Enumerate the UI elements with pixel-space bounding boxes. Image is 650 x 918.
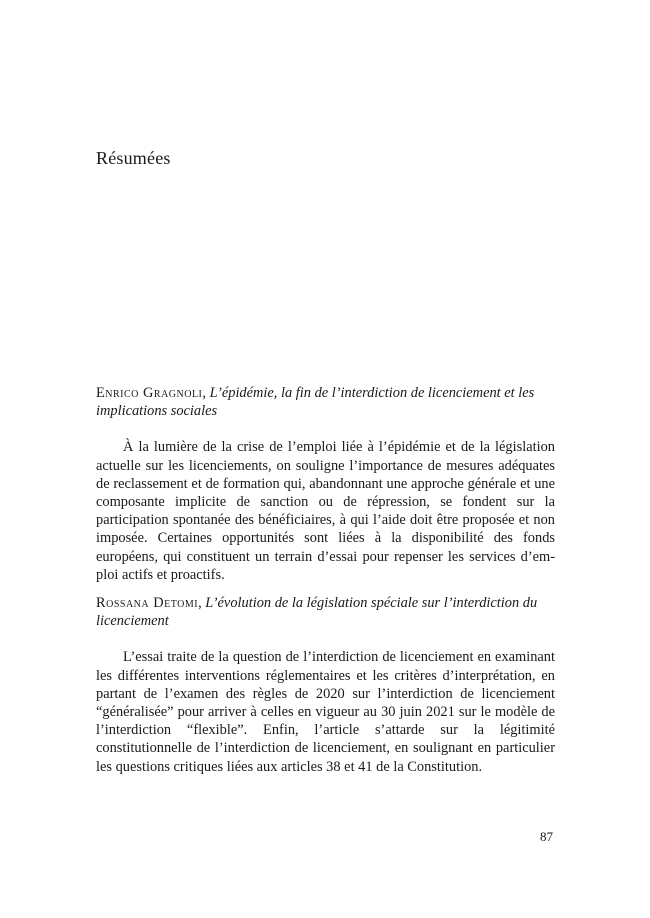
abstract-gragnoli bbox=[96, 384, 555, 584]
abstract-heading bbox=[96, 384, 555, 420]
abstract-body: À la lumière de la crise de l’emploi liée à l’épidémie et de la législation actuelle sur les licenciements, on souligne l’importance de mesures adéquates de reclassement et de formation qui, abandonnant une approche générale et une composante implicite de sanction ou de répression, se fondent sur la participation spontanée des bénéficiaires, à qui l’aide doit être proposée et non imposée. Certaines opportunités sont liées à la disponibilité des fonds européens, qui constituent un terrain d’essai pour repenser les services d’emploi actifs et proactifs. bbox=[96, 439, 555, 583]
abstract-body: L’essai traite de la question de l’interdiction de licenciement en examinant les différentes interventions réglementaires et les critères d’interprétation, en partant de l’examen des règles de 2020 sur l’interdiction de licenciement “généralisée” pour arriver à celles en vigueur au 30 juin 2021 sur le modèle de l’interdiction “flexible”. Enfin, l’article s’attarde sur la légitimité constitutionnelle de l’interdiction de licenciement, en soulignant en particulier les questions critiques liées aux articles 38 et 41 de la Constitution. bbox=[96, 649, 555, 775]
page-number: 87 bbox=[540, 829, 553, 844]
abstract-detomi bbox=[96, 594, 555, 776]
article-title: L’épidémie, la fin de l’interdiction de licenciement et les implications sociales bbox=[96, 385, 535, 420]
heading-separator: , bbox=[202, 385, 210, 401]
heading-separator: , bbox=[198, 595, 206, 611]
author-name: Rossana Detomi bbox=[96, 595, 199, 611]
article-title: L’évolution de la législation spéciale sur l’interdiction du licenciement bbox=[96, 595, 538, 630]
author-name: Enrico Gragnoli bbox=[96, 385, 203, 401]
page-title: Résumées bbox=[96, 148, 171, 168]
abstract-heading bbox=[96, 594, 555, 630]
